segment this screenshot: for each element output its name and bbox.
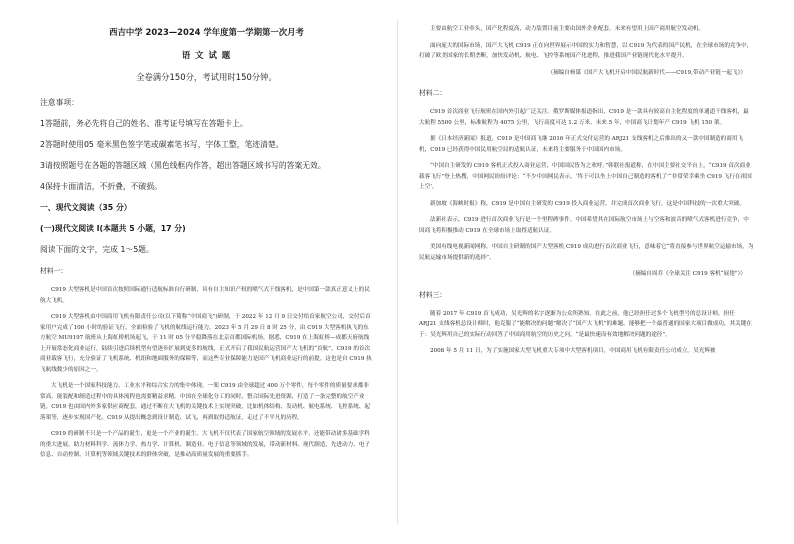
paragraph: C919 的研制不只是一个产品的诞生，更是一个产业的诞生。大飞机不仅代表了国家航空领域的发展水平，还能带动诸多基础学科的重大进展，助力材料科学、流体力学、热力学、计算机、制造业、电子信息等领域的发展，带动新材料、现代制造、先进动力、电子信息、自动控制、计算机等领域关键技术的群体突破，是推动高质量发展的重要抓手。	[40, 431, 371, 458]
paragraph: C919 大型客机是中国首次按照国际通行适航标准自行研制、具有自主知识产权的喷气式干线客机，是中国第一款真正意义上的民航大飞机。	[40, 287, 370, 304]
subsection-heading: (一)现代文阅读 I(本题共 5 小题，17 分)	[40, 224, 186, 233]
right-column	[397, 0, 794, 544]
note-item-3: 3请按照题号在各题的答题区域（黑色线框内作答，超出答题区域书写的答案无效。	[40, 161, 326, 170]
paragraph: 主要由航空工业牵头，国产化程度高，动力装置目前主要由国外企业配套，未来有望用上国产商用航空发动机。	[430, 26, 705, 32]
note-item-1: 1答题前，务必先将自己的姓名、准考证号填写在答题卡上。	[40, 119, 248, 128]
paragraph: C919 首次商业飞行航班在国内外引起广泛关注。俄罗斯媒体报道指出，C919 是一款具有较高自主化程度的单通道干线客机，最大航程 5500 公里，标准航程为 4075 公里，飞行高度可达 1.2 万米。未来 5 年，中国商飞计划年产 C919 飞机 150 架。	[419, 109, 749, 126]
exam-title: 西吉中学 2023—2024 学年度第一学期第一次月考	[109, 27, 304, 37]
paragraph: 2008 年 5 月 11 日，为了实施国家大型飞机重大专项中大型客机项目，中国商用飞机有限责任公司成立。吴光辉被	[430, 348, 716, 354]
source-citation-1: （摘编自杨谋《国产大飞机开启中国民航新时代——C919,带动产业链一起飞》）	[547, 69, 746, 76]
paragraph: 随着 2017 年 C919 首飞成功，吴光辉的名字逐渐为公众所熟知。在此之前，他已经担任过多个飞机型号的总设计师，担任 ARJ21 支线客机总设计师时，他克服了“能解决的问题”解决了“国产大飞机”的难题。能够把一个最普通的国家大项目做成功，其关键在于：吴光辉用自己的实际行动回答了中国商用航空的历史之问，“是最快速而有效地解决问题的途径”。	[419, 310, 752, 338]
paragraph: 新加坡《海峡时报》称，C919 是中国自主研发的 C919 投入商业运营，并完成首次商业飞行，这是中国科技的一次重大突破。	[430, 200, 745, 207]
paragraph: 美国有线电视新闻网称，中国自主研制的国产大型客机 C919 成功进行首次商业飞行，意味着它“将直接参与世界航空运输市场，为民航运输市场提供新的选择”。	[419, 244, 754, 261]
paragraph: 面向庞大的国际市场，国产大飞机 C919 正在向世界展示中国的实力和智慧，以 C919 为代表的国产民机，在全球市场的竞争中，打破了欧美国家的长期垄断，加快发动机、航电、飞控等系统国产化进程，推进我国产业链现代化水平提升。	[419, 42, 753, 59]
material-label-1: 材料一：	[40, 267, 68, 275]
exam-meta: 全卷满分150分，考试用时150分钟。	[136, 72, 277, 82]
paragraph: 法新社表示，C919 进行首次商业飞行是一个里程碑事件。中国希望其在国际航空市场上与空客和波音的喷气式客机进行竞争，中国商飞将积极推动 C919 在全球市场上取得适航认证。	[419, 217, 749, 234]
note-item-2: 2答题时使用05 毫米黑色签字笔或碳素笔书写，字体工整，笔迹清楚。	[40, 140, 284, 149]
paragraph: “中国自主研发的 C919 客机正式投入商业运营，中国国民皆为之欢呼。”韩联社报道称，在中国主要社交平台上，“C919 首次商业载客飞行”登上热搜，中国网民纷纷评论：“不少中国网民表示，‘终于可以坐上中国自己制造的客机了’“非常荣幸乘坐 C919 飞行在祖国上空’。	[419, 163, 752, 190]
paragraph: 大飞机是一个国家科技能力、工业水平和综合实力的集中体现。一架 C919 由全球超过 400 万个零件，每个零件的质量要求都非常高，能装配和制造过程中的具体流程也需要精益求精。中国在全球化分工的同时，整合国际先进资源，打造了一条完整的航空产业链。C919 也由国内外多家供应商配套，通过不断在大飞机的关键技术上实现突破，比如机体结构、发动机、航电系统、飞控系统、起落架等，逐步实现国产化。C919 从提出概念到设计制造、试飞，再到取得适航证，走过了不平凡的历程。	[40, 383, 370, 421]
reading-instruction: 阅读下面的文字，完成 1～5题。	[40, 245, 154, 254]
notes-heading: 注意事项：	[40, 98, 79, 107]
note-item-4: 4保持卡面清洁，不折叠，不破损。	[40, 182, 162, 191]
subject-title: 语 文 试 题	[181, 50, 232, 60]
paragraph: 据《日本经济新闻》报道，C919 是中国商飞继 2016 年正式交付运营的 ARJ21 支线客机之后推出的又一款中国制造的商用飞机，C919 已经获得中国民用航空局的适航认证，未来将主要服务于中国国内市场。	[419, 136, 744, 153]
paragraph: C919 大型客机由中国商用飞机有限责任公司(以下简称“中国商飞”)研制，于 2022 年 12 月 9 日交付给首家航空公司，交付后首家用户完成了100 小时的验证飞行，全面检验了飞机的航线运行能力。2023 年 5 月 29 日 8 时 25 分，由 C919 大型客机执飞的东方航空 MU9197 航班从上海虹桥机场起飞，于 11 时 05 分平稳降落在北京首都国际机场。据悉，C919 在上海虹桥—成都天府航线上开展常态化商业运行，陆续引进后续机型有望逐步扩展到更多的航线，正式开启了我国民航运营国产大飞机的“首航”，C919 的首次商业载客飞行，充分验证了飞机系统、机组和地面服务的保障等，而这些专业保障能力是国产飞机商业运行的前提。这也是自 C919 执飞航线数少的原因之一。	[40, 314, 372, 373]
section-heading: 一、现代文阅读（35 分）	[40, 203, 132, 212]
source-citation-2: （摘编自周乔《全球关注 C919 客机“展翅”》）	[629, 271, 746, 277]
material-label-3: 材料三：	[419, 290, 447, 299]
material-label-2: 材料二：	[419, 89, 447, 97]
